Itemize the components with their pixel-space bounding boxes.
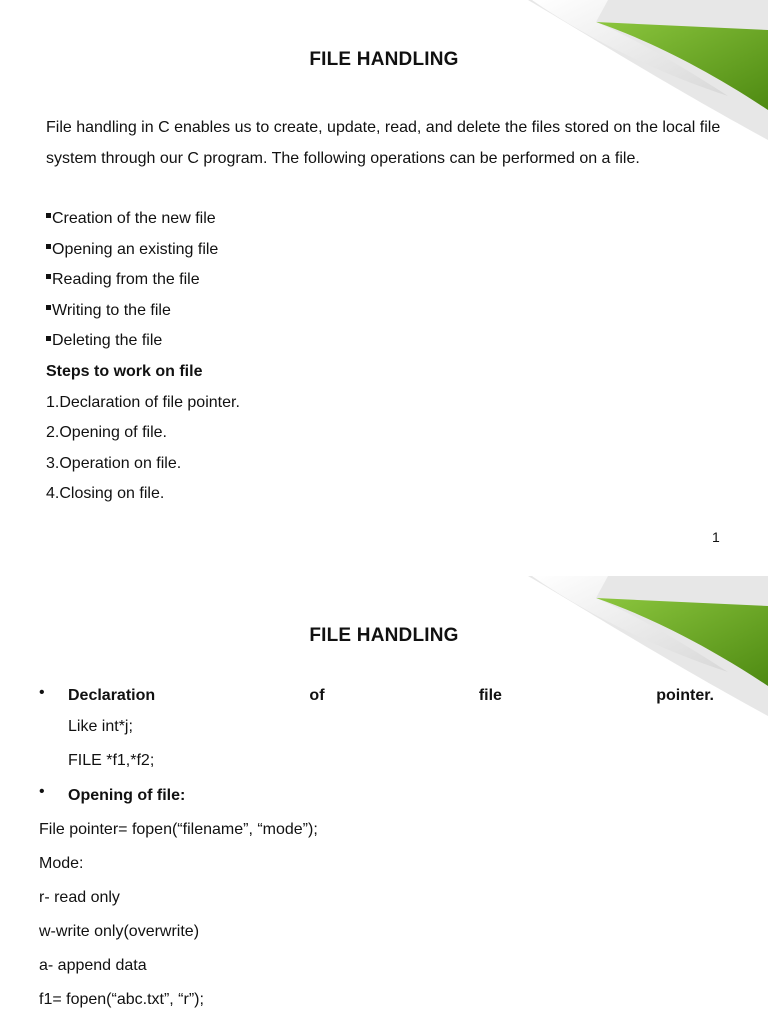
bullet-icon: • (39, 783, 45, 800)
list-item: Reading from the file (46, 265, 240, 296)
slide-2 (0, 576, 768, 1024)
list-item: Deleting the file (46, 326, 240, 357)
page-title: FILE HANDLING (309, 49, 459, 70)
page-title: FILE HANDLING (309, 625, 459, 646)
step-item: 2.Opening of file. (46, 424, 167, 442)
syntax-line: File pointer= fopen(“filename”, “mode”); (39, 821, 318, 838)
mode-item: w-write only(overwrite) (39, 923, 200, 940)
content-lines (46, 204, 240, 510)
example-line: f1= fopen(“abc.txt”, “r”); (39, 991, 204, 1008)
opening-heading: Opening of file: (68, 787, 186, 804)
mode-item: r- read only (39, 889, 120, 906)
step-item: 4.Closing on file. (46, 485, 165, 503)
step-item: 3.Operation on file. (46, 454, 182, 472)
square-bullet-icon (46, 244, 51, 249)
step-item: 1.Declaration of file pointer. (46, 393, 240, 411)
example-line: FILE *f1,*f2; (68, 752, 155, 769)
bullet-icon: • (39, 684, 45, 701)
declaration-heading: Declaration of file pointer. (68, 687, 714, 704)
square-bullet-icon (46, 336, 51, 341)
square-bullet-icon (46, 213, 51, 218)
mode-label: Mode: (39, 855, 84, 872)
mode-item: a- append data (39, 957, 147, 974)
intro-paragraph: File handling in C enables us to create, update, read, and delete the files stored on the local file system through our C program. The following operations can be performed on a file. (46, 119, 721, 167)
page-number: 1 (712, 529, 720, 545)
steps-heading: Steps to work on file (46, 362, 203, 380)
square-bullet-icon (46, 274, 51, 279)
example-line: Like int*j; (68, 718, 133, 735)
list-item: Writing to the file (46, 296, 240, 327)
list-item: Opening an existing file (46, 235, 240, 266)
list-item: Creation of the new file (46, 204, 240, 235)
square-bullet-icon (46, 305, 51, 310)
